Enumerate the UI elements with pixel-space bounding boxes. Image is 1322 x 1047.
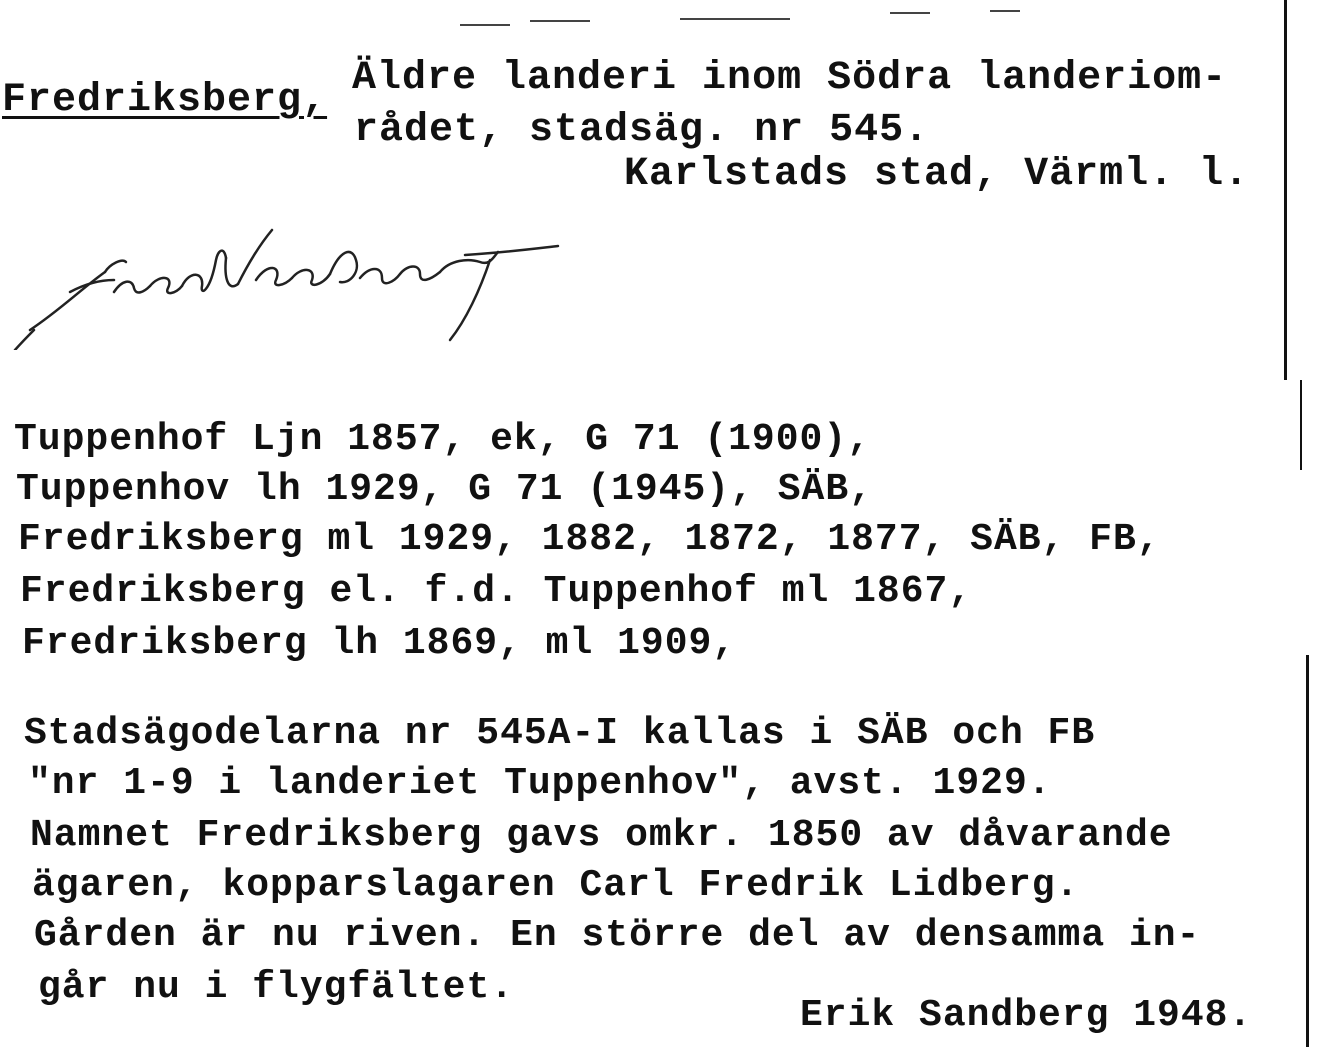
handwritten-signature xyxy=(10,200,570,350)
top-mark xyxy=(990,10,1020,12)
header-line-1: Äldre landeri inom Södra landeriom- xyxy=(352,56,1228,101)
note-line-6: går nu i flygfältet. xyxy=(38,966,515,1009)
note-line-1: Stadsägodelarna nr 545A-I kallas i SÄB och FB xyxy=(24,712,1096,755)
right-border-bottom xyxy=(1306,655,1309,1047)
note-line-5: Gården är nu riven. En större del av densamma in- xyxy=(34,914,1201,957)
source-line-5: Fredriksberg lh 1869, ml 1909, xyxy=(22,622,737,665)
place-name: Fredriksberg, xyxy=(2,78,328,123)
author-signature: Erik Sandberg 1948. xyxy=(800,994,1253,1037)
source-line-2: Tuppenhov lh 1929, G 71 (1945), SÄB, xyxy=(16,468,873,511)
top-mark xyxy=(680,18,790,20)
header-line-3: Karlstads stad, Värml. l. xyxy=(624,152,1250,197)
note-line-2: "nr 1-9 i landeriet Tuppenhov", avst. 1929. xyxy=(28,762,1052,805)
note-line-4: ägaren, kopparslagaren Carl Fredrik Lidberg. xyxy=(32,864,1080,907)
source-line-1: Tuppenhof Ljn 1857, ek, G 71 (1900), xyxy=(14,418,871,461)
header-line-2: rådet, stadsäg. nr 545. xyxy=(354,108,930,153)
right-border-mid xyxy=(1300,380,1302,470)
source-line-3: Fredriksberg ml 1929, 1882, 1872, 1877, SÄB, FB, xyxy=(18,518,1161,561)
top-mark xyxy=(890,12,930,14)
note-line-3: Namnet Fredriksberg gavs omkr. 1850 av dåvarande xyxy=(30,814,1173,857)
source-line-4: Fredriksberg el. f.d. Tuppenhof ml 1867, xyxy=(20,570,973,613)
top-mark xyxy=(460,24,510,26)
right-border-top xyxy=(1284,0,1287,380)
top-mark xyxy=(530,20,590,22)
